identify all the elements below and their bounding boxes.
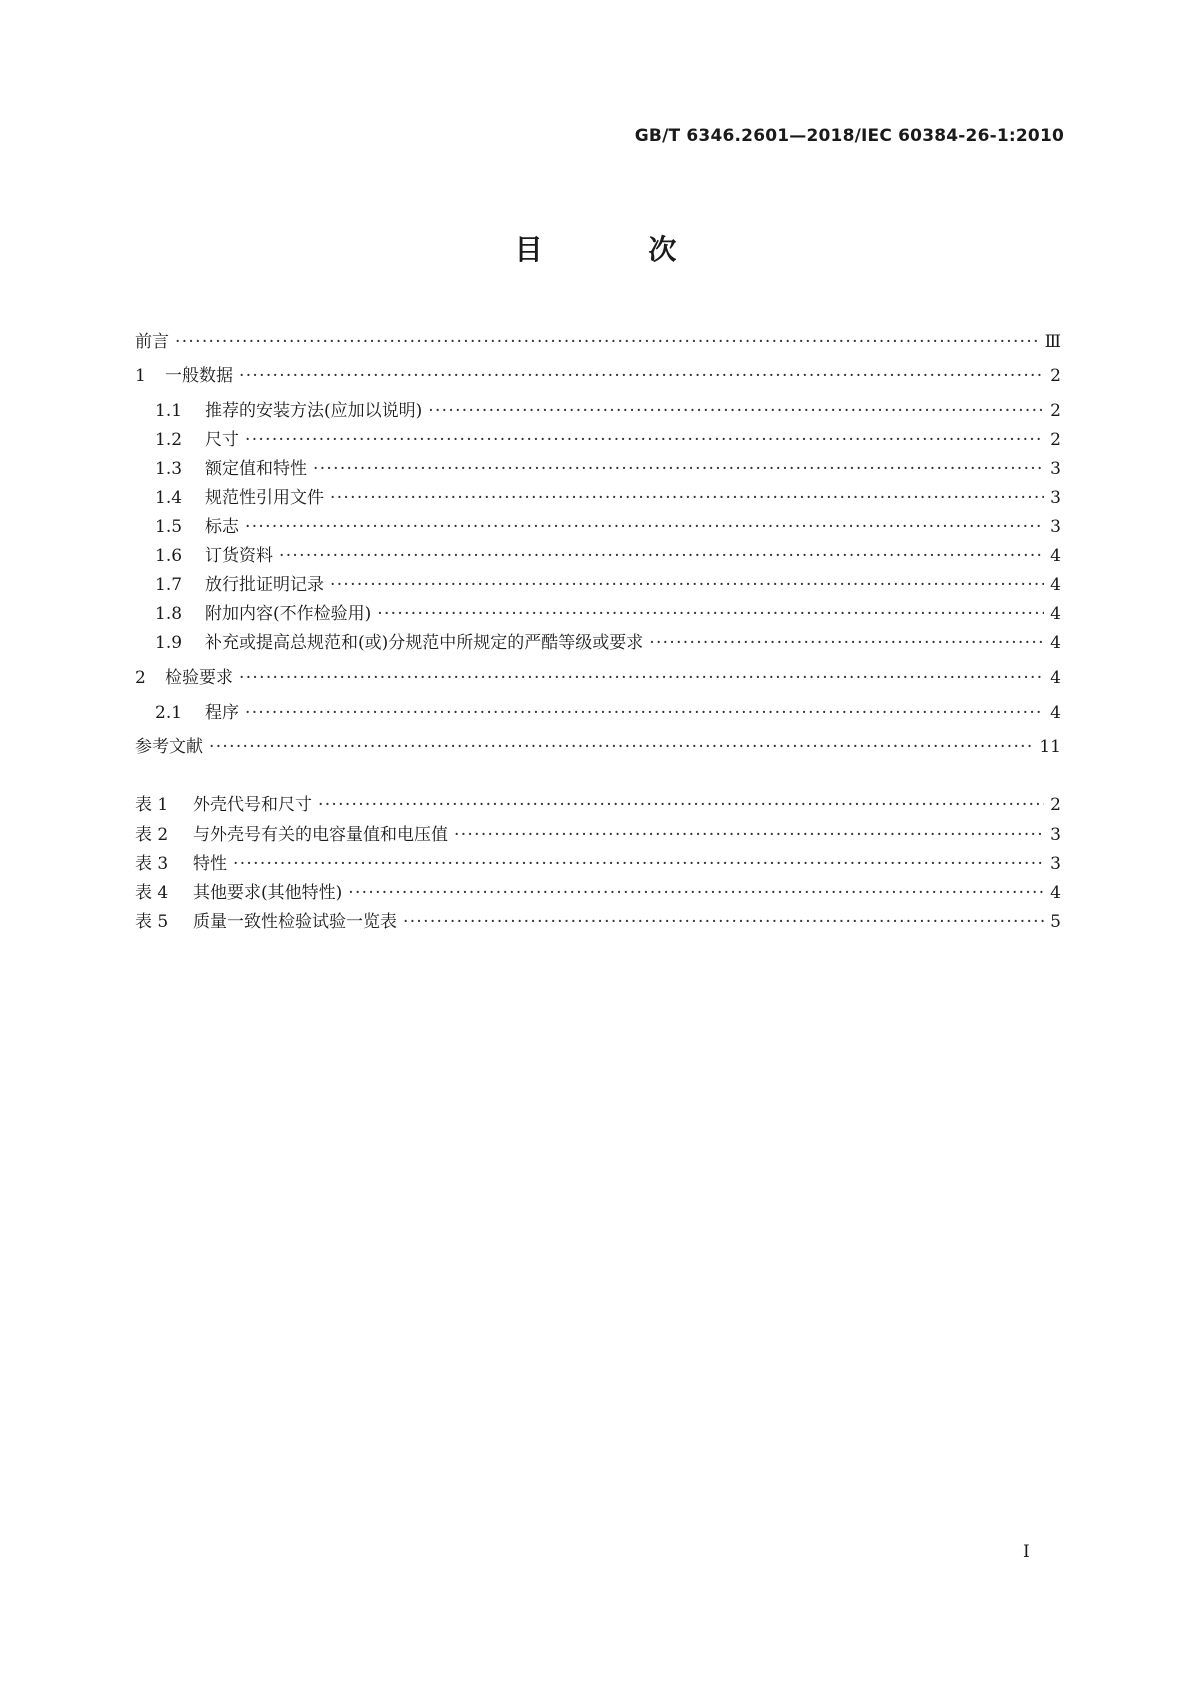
toc-item-label: 检验要求 (165, 668, 233, 688)
toc-item-2[interactable] (135, 665, 1061, 691)
toc-item-1-1[interactable] (155, 398, 1061, 424)
toc-item-page: 2 (1050, 366, 1061, 386)
table-list-number: 表 2 (135, 825, 169, 845)
leader-dots (318, 792, 1044, 818)
toc-item-label: 尺寸 (205, 430, 239, 450)
toc-item-number: 1.9 (155, 633, 183, 653)
toc-item-1-6[interactable] (155, 543, 1061, 569)
toc-item-1-2[interactable] (155, 427, 1061, 453)
toc-item-number: 1.1 (155, 401, 183, 421)
table-list-page: 3 (1050, 854, 1061, 874)
toc-item-page: 4 (1050, 703, 1061, 723)
toc-item-page: 3 (1050, 517, 1061, 537)
toc-item-page: Ⅲ (1044, 332, 1061, 352)
leader-dots (377, 601, 1044, 627)
toc-item-label: 附加内容(不作检验用) (205, 604, 372, 624)
toc-item-bibliography[interactable] (135, 734, 1061, 760)
toc-item-number: 1.5 (155, 517, 183, 537)
table-list-number: 表 4 (135, 883, 169, 903)
toc-item-label: 前言 (135, 332, 169, 352)
table-list-label: 其他要求(其他特性) (193, 883, 343, 903)
toc-item-1-4[interactable] (155, 485, 1061, 511)
toc-item-label: 一般数据 (165, 366, 233, 386)
toc-item-1-8[interactable] (155, 601, 1061, 627)
leader-dots (403, 909, 1044, 935)
table-list-item-1[interactable] (135, 792, 1061, 818)
leader-dots (245, 700, 1044, 726)
toc-item-label: 推荐的安装方法(应加以说明) (205, 401, 423, 421)
table-list-label: 与外壳号有关的电容量值和电压值 (193, 825, 448, 845)
leader-dots (330, 572, 1044, 598)
toc-item-label: 程序 (205, 703, 239, 723)
leader-dots (313, 456, 1044, 482)
toc-item-page: 4 (1050, 668, 1061, 688)
toc-item-page: 4 (1050, 604, 1061, 624)
toc-item-1-9[interactable] (155, 630, 1061, 656)
page-number: I (1023, 1542, 1030, 1562)
toc-item-page: 4 (1050, 633, 1061, 653)
toc-item-number: 1.3 (155, 459, 183, 479)
toc-item-label: 标志 (205, 517, 239, 537)
toc-item-label: 规范性引用文件 (205, 488, 324, 508)
leader-dots (245, 514, 1044, 540)
table-list-number: 表 1 (135, 795, 169, 815)
toc-item-label: 额定值和特性 (205, 459, 307, 479)
table-list-label: 外壳代号和尺寸 (193, 795, 312, 815)
toc-item-number: 1.2 (155, 430, 183, 450)
table-list-item-4[interactable] (135, 880, 1061, 906)
leader-dots (279, 543, 1044, 569)
table-list-item-5[interactable] (135, 909, 1061, 935)
toc-item-page: 3 (1050, 488, 1061, 508)
leader-dots (245, 427, 1044, 453)
table-list-label: 质量一致性检验试验一览表 (193, 912, 397, 932)
table-list-page: 4 (1050, 883, 1061, 903)
leader-dots (239, 363, 1044, 389)
toc-item-label: 放行批证明记录 (205, 575, 324, 595)
toc-item-number: 1.7 (155, 575, 183, 595)
leader-dots (175, 329, 1039, 355)
toc-item-number: 1.8 (155, 604, 183, 624)
toc-item-number: 2 (135, 668, 146, 688)
toc-item-1[interactable] (135, 363, 1061, 389)
table-list-item-3[interactable] (135, 851, 1061, 877)
leader-dots (348, 880, 1044, 906)
toc-item-1-3[interactable] (155, 456, 1061, 482)
leader-dots (428, 398, 1044, 424)
toc-item-page: 11 (1039, 737, 1061, 757)
toc-item-foreword[interactable] (135, 329, 1061, 355)
toc-item-number: 1.6 (155, 546, 183, 566)
toc-item-page: 2 (1050, 430, 1061, 450)
table-list-page: 3 (1050, 825, 1061, 845)
leader-dots (209, 734, 1033, 760)
toc-item-label: 参考文献 (135, 737, 203, 757)
toc-item-label: 补充或提高总规范和(或)分规范中所规定的严酷等级或要求 (205, 633, 644, 653)
toc-item-page: 4 (1050, 546, 1061, 566)
toc-item-number: 2.1 (155, 703, 183, 723)
table-list-label: 特性 (193, 854, 227, 874)
table-list-item-2[interactable] (135, 822, 1061, 848)
table-list-page: 2 (1050, 795, 1061, 815)
toc-item-number: 1.4 (155, 488, 183, 508)
leader-dots (454, 822, 1044, 848)
toc-item-number: 1 (135, 366, 146, 386)
leader-dots (649, 630, 1044, 656)
leader-dots (239, 665, 1044, 691)
toc-item-page: 2 (1050, 401, 1061, 421)
toc-item-page: 3 (1050, 459, 1061, 479)
table-list-number: 表 3 (135, 854, 169, 874)
leader-dots (330, 485, 1044, 511)
toc-item-page: 4 (1050, 575, 1061, 595)
table-list-number: 表 5 (135, 912, 169, 932)
toc-item-label: 订货资料 (205, 546, 273, 566)
toc-item-2-1[interactable] (155, 700, 1061, 726)
standard-id: GB/T 6346.2601—2018/IEC 60384-26-1:2010 (634, 126, 1064, 146)
page-title: 目 次 (514, 233, 725, 266)
leader-dots (233, 851, 1044, 877)
toc-item-1-5[interactable] (155, 514, 1061, 540)
table-list-page: 5 (1050, 912, 1061, 932)
toc-item-1-7[interactable] (155, 572, 1061, 598)
